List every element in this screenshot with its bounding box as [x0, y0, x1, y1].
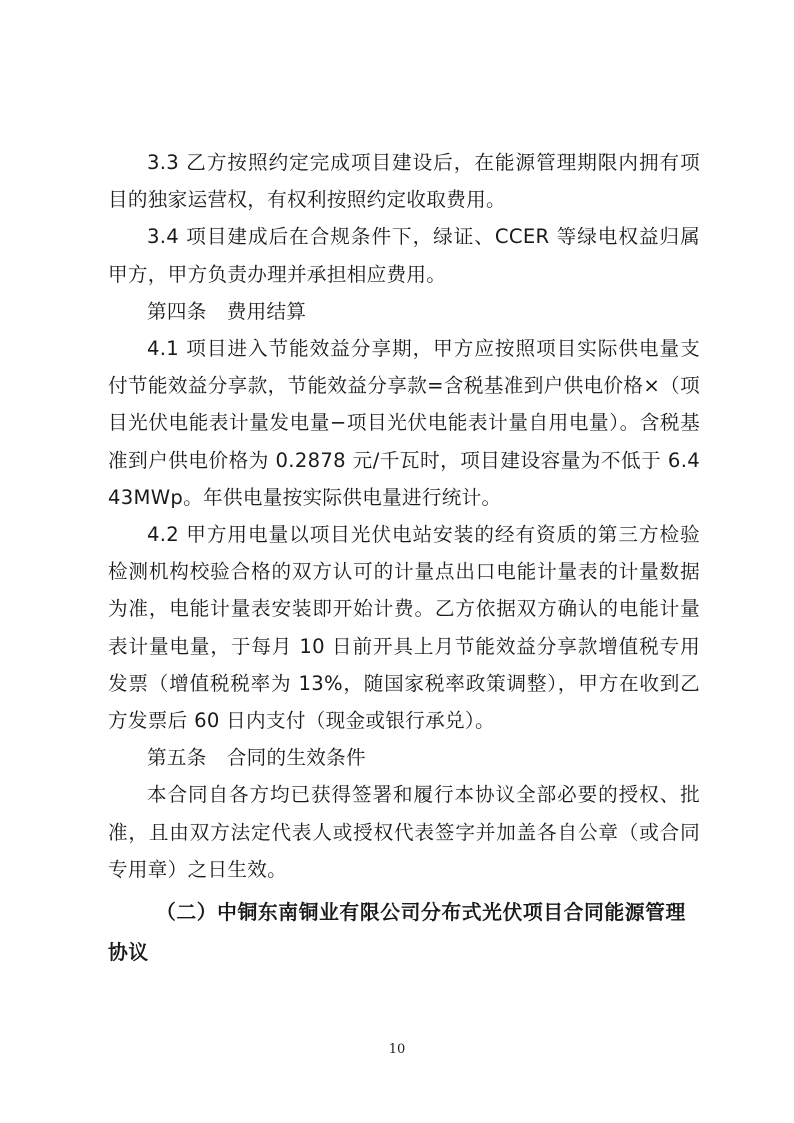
- page-number: 10: [388, 1042, 406, 1057]
- section-heading: （二）中铜东南铜业有限公司分布式光伏项目合同能源管理协议: [108, 901, 686, 964]
- clause-5-effectiveness: 本合同自各方均已获得签署和履行本协议全部必要的授权、批准，且由双方法定代表人或授权代表签字并加盖各自公章（或合同专用章）之日生效。: [108, 783, 700, 881]
- clause-3-3: 3.3 乙方按照约定完成项目建设后，在能源管理期限内拥有项目的独家运营权，有权利按照约定收取费用。: [108, 151, 700, 212]
- article-5-heading: [108, 739, 700, 776]
- clause-4-2: 4.2 甲方用电量以项目光伏电站安装的经有资质的第三方检验检测机构校验合格的双方认可的计量点出口电能计量表的计量数据为准，电能计量表安装即开始计费。乙方依据双方确认的电能计量表计量电量，于每月 10 日前开具上月节能效益分享款增值税专用发票（增值税税率为 13%，随国家税率政策调整），甲方在收到乙方发票后 60 日内支付（现金或银行承兑）。: [108, 523, 700, 733]
- clause-3-4: 3.4 项目建成后在合规条件下，绿证、CCER 等绿电权益归属甲方，甲方负责办理并承担相应费用。: [108, 225, 700, 286]
- article-5-number: 第五条: [147, 746, 207, 770]
- article-5-title: 合同的生效条件: [226, 746, 366, 770]
- clause-4-1: 4.1 项目进入节能效益分享期，甲方应按照项目实际供电量支付节能效益分享款，节能效益分享款=含税基准到户供电价格×（项目光伏电能表计量发电量−项目光伏电能表计量自用电量）。含税基准到户供电价格为 0.2878 元/千瓦时，项目建设容量为不低于 6.443MWp。年供电量按实际供电量进行统计。: [108, 337, 700, 509]
- contract-body: [108, 144, 700, 888]
- article-4-heading: [108, 293, 700, 330]
- article-4-number: 第四条: [147, 299, 207, 323]
- article-4-title: 费用结算: [226, 299, 307, 323]
